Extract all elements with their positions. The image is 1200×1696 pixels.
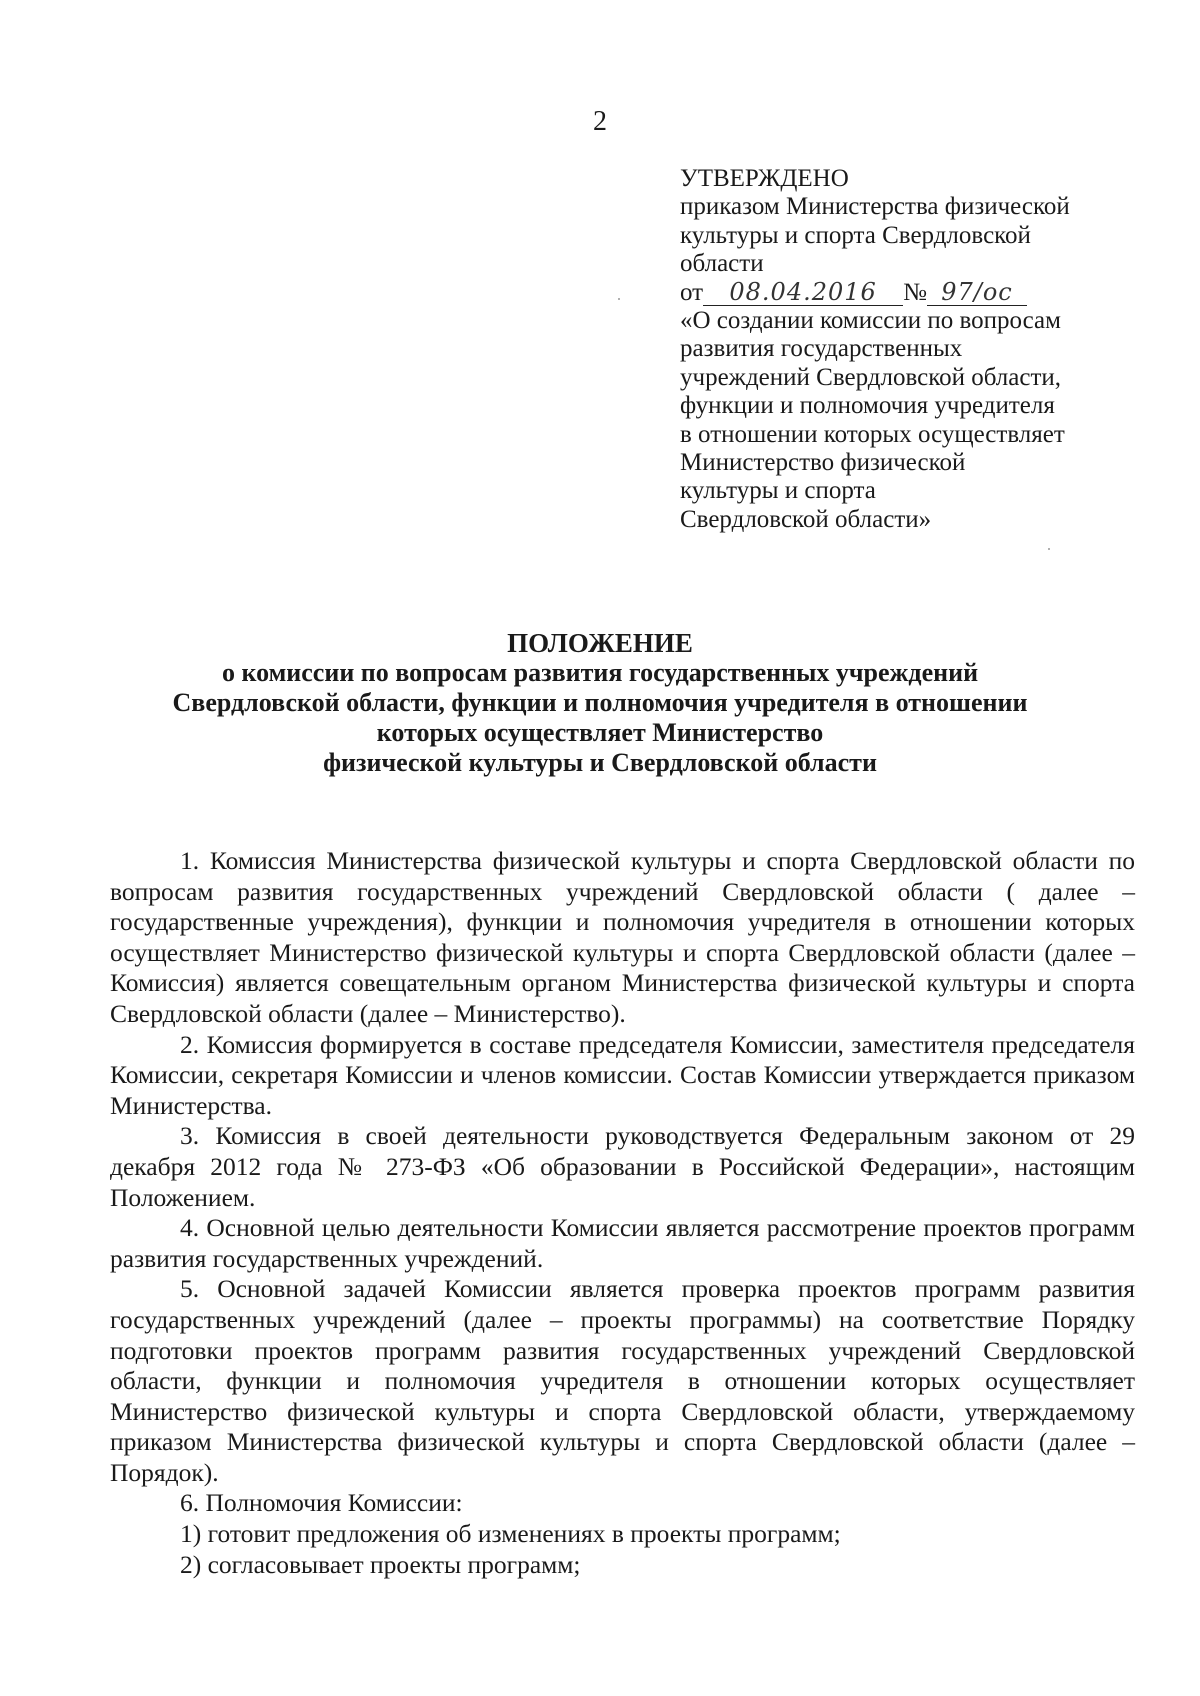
- paragraph-5: 5. Основной задачей Комиссии является проверка проектов программ развития государственных учреждений (далее – проекты программы) на соответствие Порядку подготовки проектов программ развития государственных учреждений Свердловской области, функции и полномочия учредителя в отношении которых осуществляет Министерство физической культуры и спорта Свердловской области, утверждаемому приказом Министерства физической культуры и спорта Свердловской области (далее – Порядок).: [110, 1274, 1135, 1487]
- approval-subject-line: Министерство физической: [680, 449, 966, 477]
- document-body: [110, 846, 1135, 1580]
- scan-speck: [1048, 548, 1050, 550]
- order-line: [680, 279, 1120, 307]
- approval-line: приказом Министерства физической: [680, 193, 1070, 221]
- paragraph-1: 1. Комиссия Министерства физической культуры и спорта Свердловской области по вопросам развития государственных учреждений Свердловской области ( далее – государственные учреждения), функции и полномочия учредителя в отношении которых осуществляет Министерство физической культуры и спорта Свердловской области (далее – Комиссия) является совещательным органом Министерства физической культуры и спорта Свердловской области (далее – Министерство).: [110, 846, 1135, 1028]
- paragraph-3: 3. Комиссия в своей деятельности руководствуется Федеральным законом от 29 декабря 2012 года № 273-ФЗ «Об образовании в Российской Федерации», настоящим Положением.: [110, 1121, 1135, 1212]
- list-item-1: 1) готовит предложения об изменениях в проекты программ;: [180, 1519, 841, 1549]
- approval-subject-line: культуры и спорта: [680, 477, 876, 505]
- order-number-label: №: [903, 278, 927, 306]
- paragraph-2: 2. Комиссия формируется в составе председателя Комиссии, заместителя председателя Комиссии, секретаря Комиссии и членов комиссии. Состав Комиссии утверждается приказом Министерства.: [110, 1029, 1135, 1120]
- approval-subject-line: учреждений Свердловской области,: [680, 363, 1062, 391]
- paragraph-4: 4. Основной целью деятельности Комиссии является рассмотрение проектов программ развития государственных учреждений.: [110, 1213, 1135, 1273]
- approval-line: области: [680, 250, 764, 278]
- approval-subject-line: в отношении которых осуществляет: [680, 420, 1065, 448]
- approval-heading: УТВЕРЖДЕНО: [680, 165, 849, 192]
- page-number: 2: [593, 106, 607, 137]
- order-prefix: от: [680, 278, 704, 306]
- approval-subject-line: Свердловской области»: [680, 505, 932, 533]
- paragraph-6: 6. Полномочия Комиссии:: [180, 1488, 463, 1518]
- handwritten-order-date: 08.04.2016: [703, 279, 903, 306]
- title-line: Свердловской области, функции и полномочия учредителя в отношении: [172, 688, 1028, 717]
- approval-subject-line: «О создании комиссии по вопросам: [680, 307, 1061, 335]
- scan-speck: [618, 298, 620, 300]
- title-line: о комиссии по вопросам развития государственных учреждений: [221, 658, 979, 687]
- approval-subject-line: развития государственных: [680, 335, 963, 363]
- approval-subject-line: функции и полномочия учредителя: [680, 392, 1055, 420]
- title-main: ПОЛОЖЕНИЕ: [507, 628, 693, 658]
- handwritten-order-number: 97/ос: [927, 279, 1027, 306]
- document-title: [0, 628, 1200, 778]
- approval-block: [680, 165, 1120, 534]
- title-line: физической культуры и Свердловской области: [323, 748, 877, 777]
- title-line: которых осуществляет Министерство: [376, 718, 824, 747]
- approval-line: культуры и спорта Свердловской: [680, 221, 1031, 249]
- list-item-2: 2) согласовывает проекты программ;: [180, 1549, 581, 1579]
